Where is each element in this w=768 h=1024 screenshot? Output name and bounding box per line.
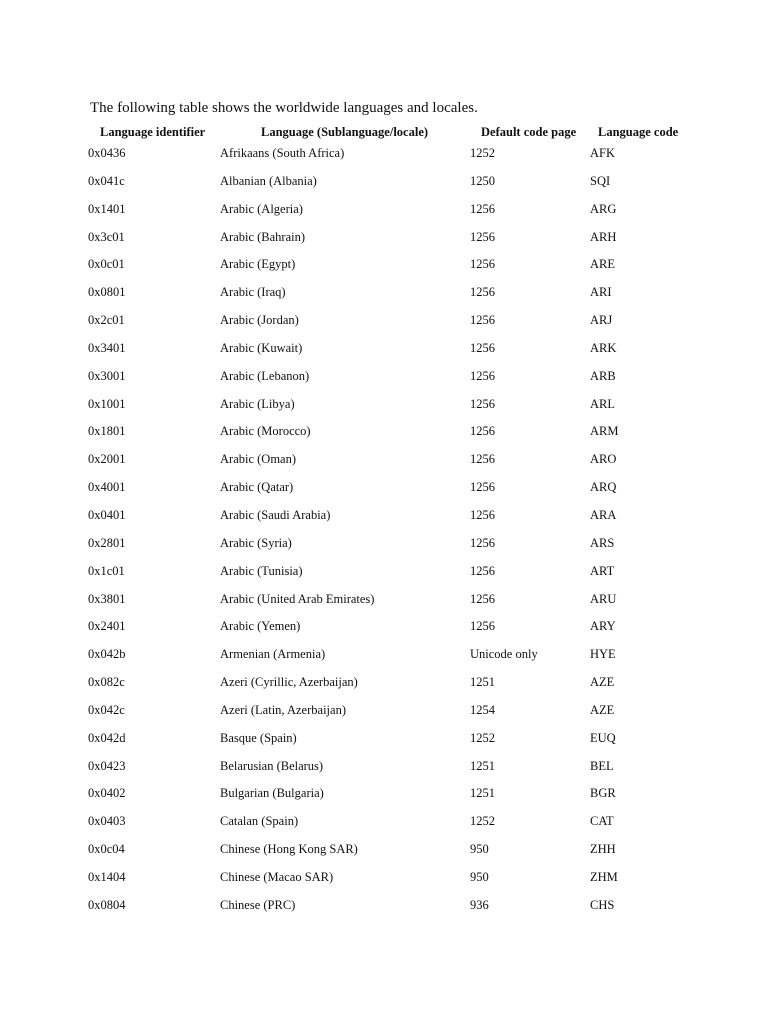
cell-default-code-page: 1256: [470, 563, 495, 578]
intro-text: The following table shows the worldwide languages and locales.: [90, 100, 478, 116]
cell-default-code-page: 1256: [470, 480, 495, 495]
table-row: [0, 728, 768, 756]
cell-language-identifier: 0x1001: [88, 396, 126, 411]
cell-language: Arabic (Syria): [220, 535, 292, 550]
cell-language-identifier: 0x0c04: [88, 842, 125, 857]
cell-language: Catalan (Spain): [220, 814, 299, 829]
cell-default-code-page: 1256: [470, 507, 495, 522]
cell-language: Arabic (Oman): [220, 452, 297, 467]
cell-default-code-page: 1256: [470, 452, 495, 467]
cell-language-identifier: 0x3801: [88, 591, 126, 606]
cell-language-identifier: 0x1404: [88, 869, 126, 884]
table-row: [0, 589, 768, 617]
cell-language-code: SQI: [590, 173, 611, 188]
cell-language-identifier: 0x0401: [88, 507, 126, 522]
cell-language-code: ARY: [590, 619, 616, 634]
table-row: [0, 644, 768, 672]
table-row: [0, 282, 768, 310]
cell-language-identifier: 0x0804: [88, 897, 126, 912]
cell-language-identifier: 0x2801: [88, 535, 126, 550]
cell-language-code: ARM: [590, 424, 619, 439]
table-row: [0, 338, 768, 366]
cell-default-code-page: 1256: [470, 257, 495, 272]
cell-language-code: ARS: [590, 535, 615, 550]
cell-default-code-page: 1256: [470, 368, 495, 383]
table-row: [0, 227, 768, 255]
table-row: [0, 756, 768, 784]
header-language-code: Language code: [598, 125, 679, 139]
cell-language-identifier: 0x0801: [88, 285, 126, 300]
cell-language-code: BEL: [590, 758, 614, 773]
cell-language-identifier: 0x3c01: [88, 229, 125, 244]
cell-language-identifier: 0x082c: [88, 675, 125, 690]
table-row: [0, 477, 768, 505]
cell-language-code: ARG: [590, 201, 617, 216]
cell-default-code-page: 1256: [470, 229, 495, 244]
table-row: [0, 505, 768, 533]
cell-language-code: ARQ: [590, 480, 617, 495]
table-row: [0, 839, 768, 867]
cell-language-code: ZHH: [590, 842, 616, 857]
cell-default-code-page: 1254: [470, 702, 495, 717]
cell-language: Arabic (Saudi Arabia): [220, 507, 331, 522]
cell-language-identifier: 0x042c: [88, 702, 125, 717]
table-row: [0, 616, 768, 644]
cell-language-code: CHS: [590, 897, 615, 912]
cell-language-code: ARE: [590, 257, 615, 272]
cell-language: Arabic (Libya): [220, 396, 295, 411]
cell-language: Chinese (Hong Kong SAR): [220, 842, 358, 857]
cell-language-code: ZHM: [590, 869, 618, 884]
cell-language: Arabic (Algeria): [220, 201, 303, 216]
cell-language-identifier: 0x042d: [88, 730, 126, 745]
table-row: [0, 143, 768, 171]
table-row: [0, 449, 768, 477]
cell-language-code: AZE: [590, 702, 615, 717]
cell-language-code: ARL: [590, 396, 615, 411]
cell-default-code-page: Unicode only: [470, 647, 538, 662]
cell-default-code-page: 1251: [470, 758, 495, 773]
cell-language-identifier: 0x1401: [88, 201, 126, 216]
cell-default-code-page: 1256: [470, 619, 495, 634]
cell-default-code-page: 1252: [470, 146, 495, 160]
cell-default-code-page: 1256: [470, 591, 495, 606]
table-row: [0, 811, 768, 839]
table-row: [0, 171, 768, 199]
cell-language-code: ARI: [590, 285, 612, 300]
table-row: [0, 561, 768, 589]
cell-language: Arabic (Morocco): [220, 424, 311, 439]
cell-language-code: ARK: [590, 340, 617, 355]
cell-language-identifier: 0x2001: [88, 452, 126, 467]
cell-language-identifier: 0x0423: [88, 758, 126, 773]
cell-language-identifier: 0x1801: [88, 424, 126, 439]
cell-language: Arabic (United Arab Emirates): [220, 591, 375, 606]
cell-language: Arabic (Qatar): [220, 480, 294, 495]
cell-language: Azeri (Cyrillic, Azerbaijan): [220, 675, 358, 690]
cell-language: Albanian (Albania): [220, 173, 317, 188]
table-body: [0, 143, 768, 923]
cell-default-code-page: 1250: [470, 173, 495, 188]
cell-default-code-page: 1256: [470, 201, 495, 216]
cell-language: Bulgarian (Bulgaria): [220, 786, 324, 801]
cell-language-code: ARH: [590, 229, 617, 244]
cell-language: Arabic (Egypt): [220, 257, 296, 272]
cell-language: Arabic (Iraq): [220, 285, 286, 300]
locale-table: [0, 122, 768, 912]
cell-language-code: ARB: [590, 368, 616, 383]
cell-language-code: AFK: [590, 146, 616, 160]
cell-default-code-page: 1256: [470, 313, 495, 328]
cell-language: Basque (Spain): [220, 730, 297, 745]
cell-language-code: ART: [590, 563, 615, 578]
cell-language-identifier: 0x1c01: [88, 563, 125, 578]
cell-language-identifier: 0x3401: [88, 340, 126, 355]
cell-language: Belarusian (Belarus): [220, 758, 324, 773]
cell-default-code-page: 1256: [470, 340, 495, 355]
cell-default-code-page: 1252: [470, 814, 495, 829]
cell-language-identifier: 0x042b: [88, 647, 126, 662]
table-row: [0, 783, 768, 811]
cell-default-code-page: 1251: [470, 786, 495, 801]
table-row: [0, 310, 768, 338]
table-row: [0, 700, 768, 728]
cell-language: Arabic (Yemen): [220, 619, 301, 634]
cell-language: Arabic (Lebanon): [220, 368, 310, 383]
cell-language-code: ARO: [590, 452, 617, 467]
cell-default-code-page: 1256: [470, 424, 495, 439]
table-row: [0, 895, 768, 923]
cell-language-code: HYE: [590, 647, 616, 662]
cell-language-code: ARU: [590, 591, 617, 606]
cell-language-identifier: 0x0c01: [88, 257, 125, 272]
table-row: [0, 421, 768, 449]
cell-language: Azeri (Latin, Azerbaijan): [220, 702, 346, 717]
cell-language: Chinese (PRC): [220, 897, 296, 912]
cell-language: Afrikaans (South Africa): [220, 146, 345, 160]
cell-language: Arabic (Bahrain): [220, 229, 306, 244]
cell-language: Arabic (Jordan): [220, 313, 299, 328]
cell-language-code: AZE: [590, 675, 615, 690]
cell-language-identifier: 0x0402: [88, 786, 126, 801]
header-language-identifier: Language identifier: [100, 125, 206, 139]
cell-language: Armenian (Armenia): [220, 647, 326, 662]
cell-language-code: ARA: [590, 507, 617, 522]
cell-default-code-page: 1256: [470, 535, 495, 550]
cell-language: Arabic (Tunisia): [220, 563, 303, 578]
cell-language: Arabic (Kuwait): [220, 340, 303, 355]
table-row: [0, 394, 768, 422]
header-default-code-page: Default code page: [481, 125, 577, 139]
cell-language-code: EUQ: [590, 730, 616, 745]
table-row: [0, 672, 768, 700]
cell-default-code-page: 936: [470, 897, 489, 912]
cell-language-code: CAT: [590, 814, 614, 829]
cell-language-identifier: 0x041c: [88, 173, 125, 188]
cell-language-identifier: 0x4001: [88, 480, 126, 495]
table-row: [0, 366, 768, 394]
cell-language-identifier: 0x0403: [88, 814, 126, 829]
cell-language-identifier: 0x3001: [88, 368, 126, 383]
cell-language-identifier: 0x2401: [88, 619, 126, 634]
cell-default-code-page: 1252: [470, 730, 495, 745]
cell-default-code-page: 1256: [470, 396, 495, 411]
cell-language-code: BGR: [590, 786, 616, 801]
cell-language-identifier: 0x0436: [88, 146, 126, 160]
table-header: [0, 122, 768, 142]
cell-language: Chinese (Macao SAR): [220, 869, 334, 884]
cell-default-code-page: 1251: [470, 675, 495, 690]
table-row: [0, 199, 768, 227]
cell-language-code: ARJ: [590, 313, 613, 328]
cell-default-code-page: 950: [470, 869, 489, 884]
table-row: [0, 533, 768, 561]
cell-default-code-page: 950: [470, 842, 489, 857]
table-row: [0, 867, 768, 895]
table-row: [0, 254, 768, 282]
cell-default-code-page: 1256: [470, 285, 495, 300]
header-language: Language (Sublanguage/locale): [261, 125, 429, 139]
cell-language-identifier: 0x2c01: [88, 313, 125, 328]
